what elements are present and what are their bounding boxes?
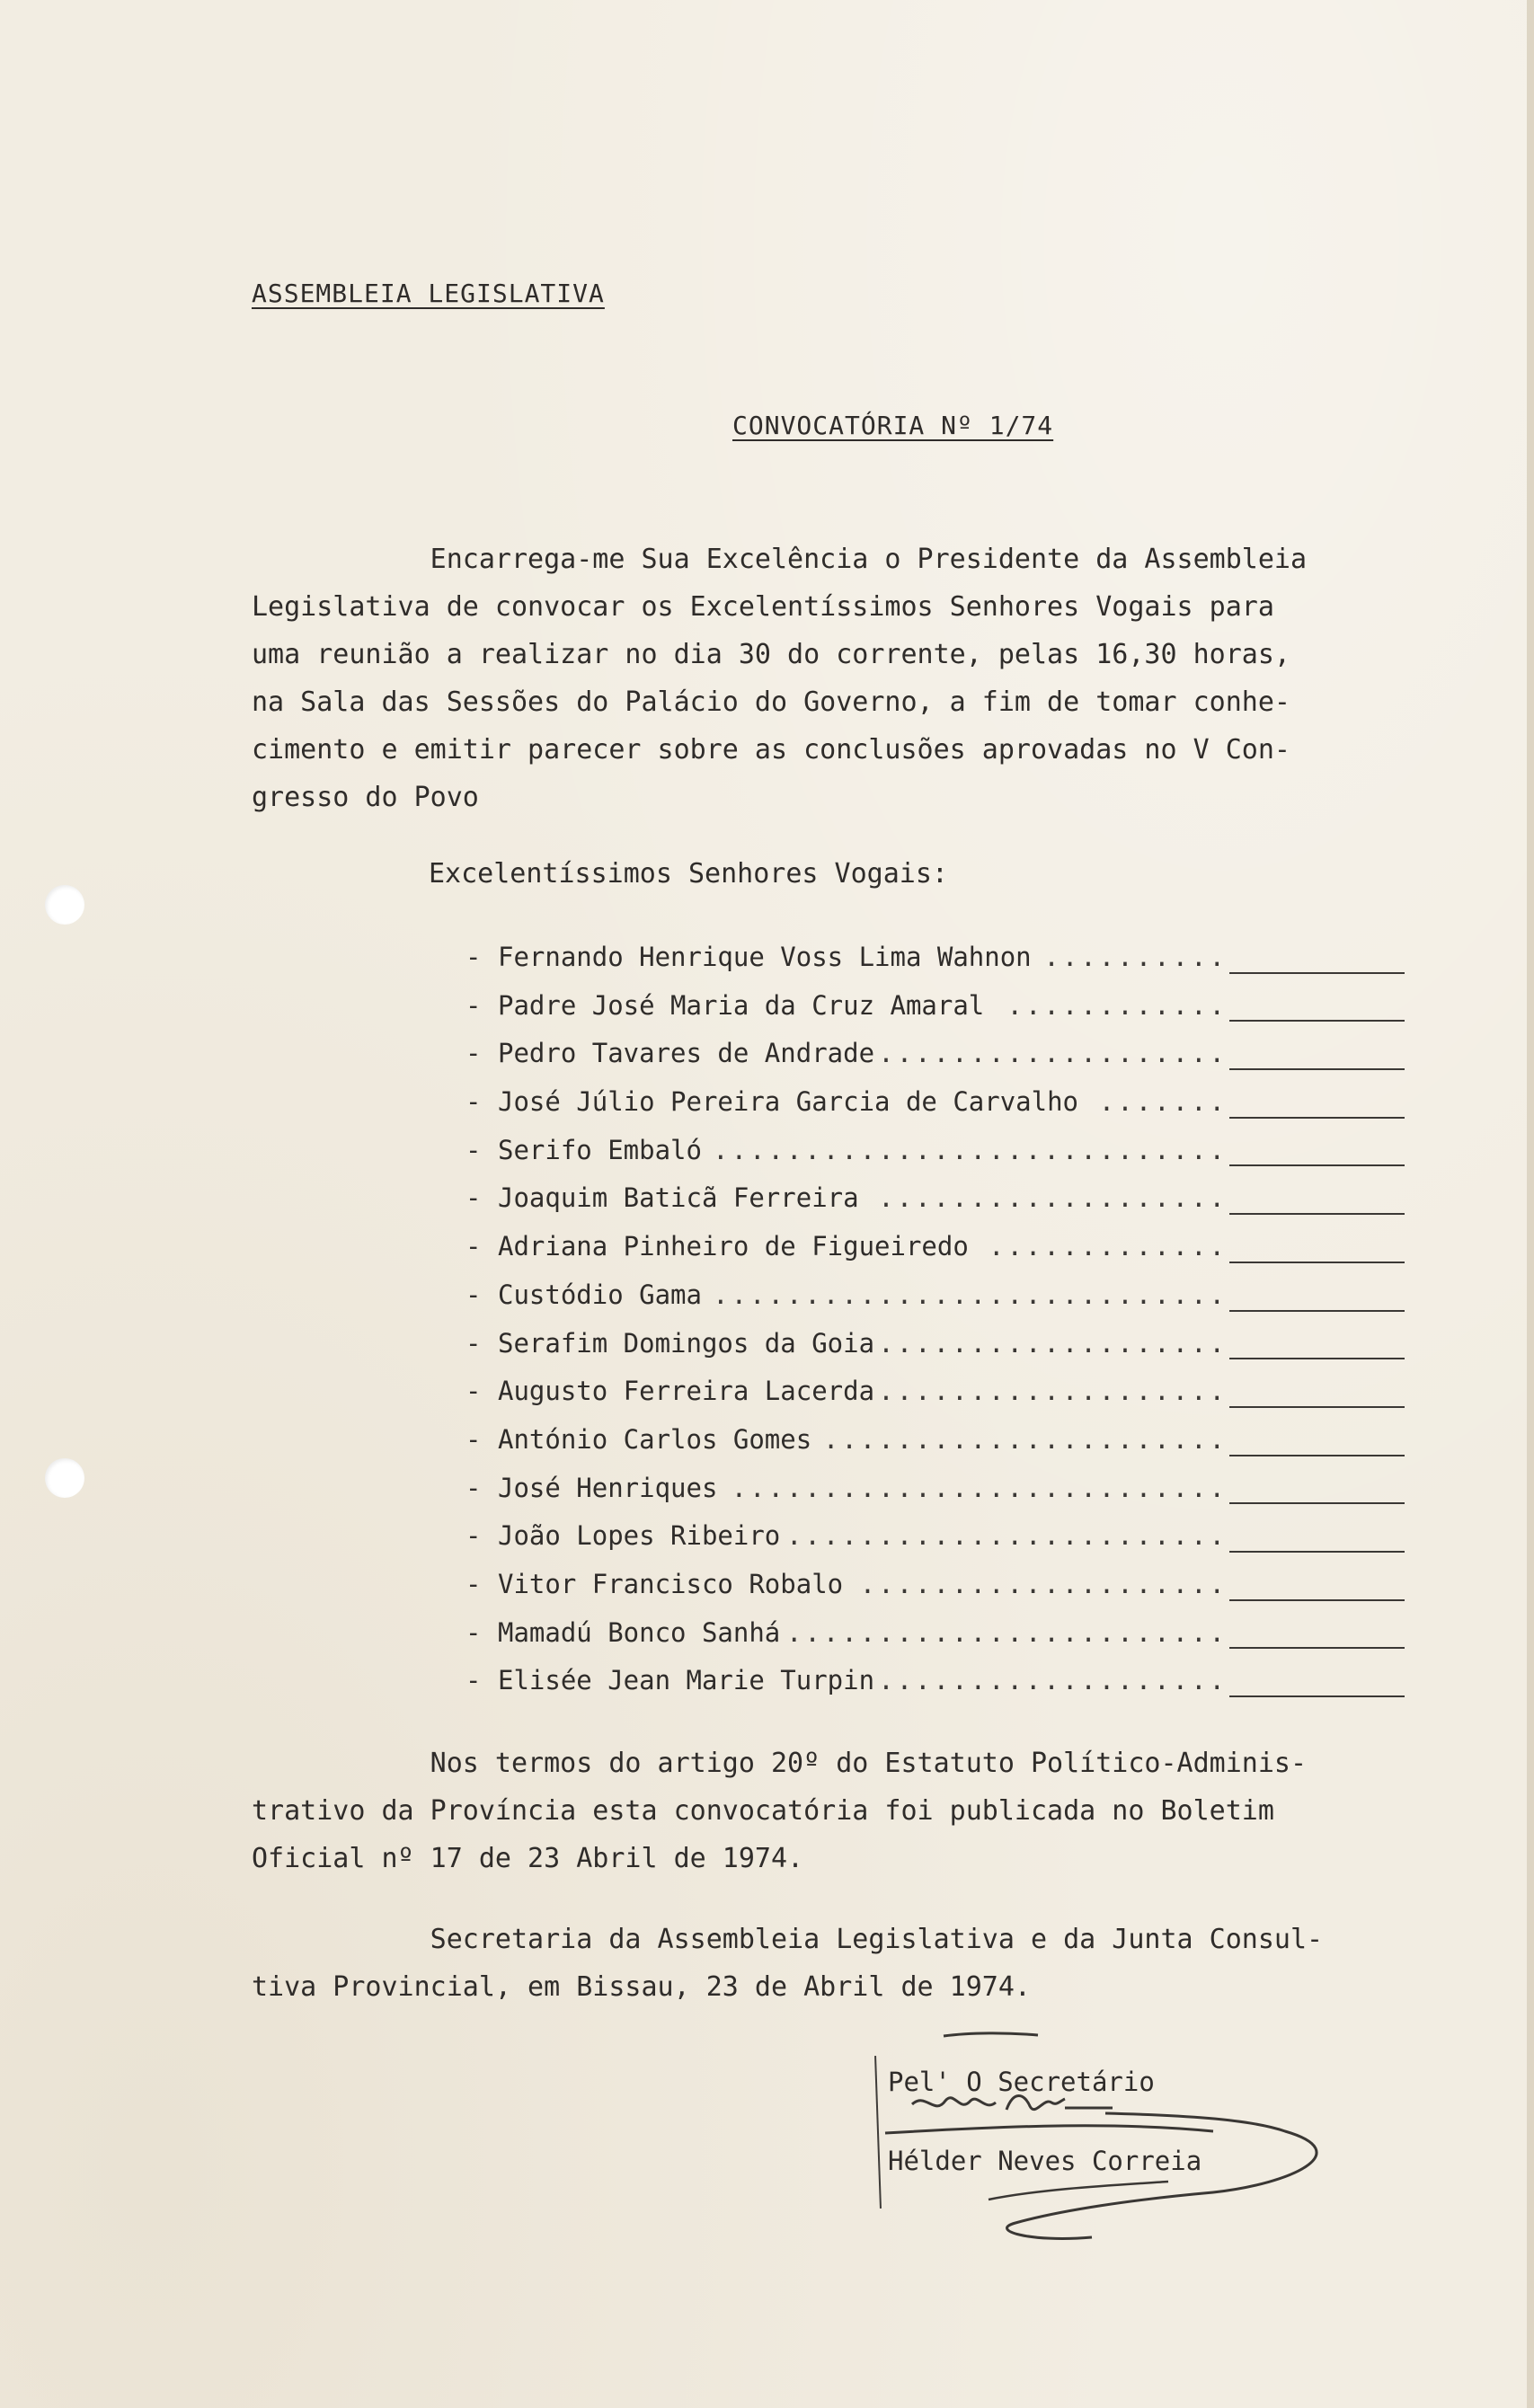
- member-name: Serifo Embaló: [498, 1134, 702, 1165]
- member-row: [466, 1561, 1405, 1609]
- member-name: Adriana Pinheiro de Figueiredo: [498, 1231, 969, 1262]
- punch-hole: [45, 1458, 84, 1498]
- secretariat-paragraph: [252, 1916, 1400, 2011]
- member-row: [466, 934, 1405, 982]
- list-dash: -: [466, 1182, 482, 1214]
- signature-line: [1229, 972, 1405, 974]
- text-line: cimento e emitir parecer sobre as conclusões aprovadas no V Con-: [252, 734, 1290, 766]
- leader-dots: ...................: [878, 1182, 1228, 1214]
- list-dash: -: [466, 1376, 482, 1407]
- handwritten-signature: [872, 2031, 1375, 2246]
- list-dash: -: [466, 1472, 482, 1503]
- assembly-title: ASSEMBLEIA LEGISLATIVA: [252, 279, 605, 308]
- leader-dots: .......: [1098, 1086, 1228, 1118]
- punch-hole: [45, 885, 84, 925]
- member-row: [466, 1657, 1405, 1705]
- list-dash: -: [466, 1616, 482, 1648]
- member-row: [466, 1512, 1405, 1561]
- member-name: Serafim Domingos da Goia: [498, 1327, 875, 1359]
- member-name: Pedro Tavares de Andrade: [498, 1038, 875, 1069]
- signature-line: [1229, 1455, 1405, 1456]
- signature-line: [1229, 1310, 1405, 1312]
- list-dash: -: [466, 1568, 482, 1599]
- member-row: [466, 1223, 1405, 1271]
- leader-dots: ...................: [878, 1038, 1228, 1069]
- member-name: Augusto Ferreira Lacerda: [498, 1376, 875, 1407]
- text-line: Legislativa de convocar os Excelentíssimos Senhores Vogais para: [252, 591, 1274, 623]
- leader-dots: ..........: [1043, 942, 1228, 972]
- terms-paragraph: [252, 1740, 1400, 1882]
- signature-line: [1229, 1020, 1405, 1022]
- signature-line: [1229, 1358, 1405, 1359]
- signature-line: [1229, 1695, 1405, 1697]
- signature-line: [1229, 1213, 1405, 1215]
- text-line: na Sala das Sessões do Palácio do Governo, a fim de tomar conhe-: [252, 686, 1290, 718]
- member-row: [466, 1078, 1405, 1127]
- text-line: Nos termos do artigo 20º do Estatuto Político-Adminis-: [252, 1748, 1307, 1779]
- member-name: Padre José Maria da Cruz Amaral: [498, 989, 985, 1021]
- text-line: uma reunião a realizar no dia 30 do corrente, pelas 16,30 horas,: [252, 639, 1290, 670]
- member-name: Elisée Jean Marie Turpin: [498, 1665, 875, 1696]
- signature-line: [1229, 1068, 1405, 1070]
- member-row: [466, 1271, 1405, 1320]
- member-row: [466, 982, 1405, 1031]
- signature-block: [872, 2031, 1375, 2246]
- member-name: António Carlos Gomes: [498, 1423, 812, 1455]
- member-name: Custódio Gama: [498, 1279, 702, 1310]
- list-dash: -: [466, 1327, 482, 1359]
- leader-dots: ......................: [822, 1423, 1228, 1455]
- signature-line: [1229, 1502, 1405, 1504]
- text-line: Secretaria da Assembleia Legislativa e da Junta Consul-: [252, 1924, 1324, 1955]
- leader-dots: ............................: [713, 1134, 1228, 1165]
- signature-line: [1229, 1164, 1405, 1166]
- convocation-number: CONVOCATÓRIA Nº 1/74: [732, 411, 1054, 440]
- member-row: [466, 1465, 1405, 1513]
- signature-line: [1229, 1647, 1405, 1649]
- text-line: Encarrega-me Sua Excelência o Presidente da Assembleia: [252, 544, 1307, 575]
- list-dash: -: [466, 989, 482, 1021]
- list-dash: -: [466, 1086, 482, 1118]
- text-line: tiva Provincial, em Bissau, 23 de Abril de 1974.: [252, 1971, 1031, 2003]
- leader-dots: ............: [1006, 989, 1228, 1021]
- secretary-name: Hélder Neves Correia: [888, 2146, 1202, 2176]
- member-row: [466, 1416, 1405, 1465]
- member-name: Fernando Henrique Voss Lima Wahnon: [498, 942, 1032, 972]
- leader-dots: ........................: [785, 1520, 1228, 1552]
- text-line: trativo da Província esta convocatória foi publicada no Boletim: [252, 1795, 1274, 1827]
- list-dash: -: [466, 942, 482, 972]
- list-dash: -: [466, 1038, 482, 1069]
- secretary-role: Pel' O Secretário: [888, 2067, 1155, 2097]
- list-dash: -: [466, 1423, 482, 1455]
- leader-dots: ...................: [878, 1665, 1228, 1696]
- leader-dots: ............................: [713, 1279, 1228, 1310]
- signature-line: [1229, 1262, 1405, 1263]
- list-dash: -: [466, 1231, 482, 1262]
- leader-dots: ...........................: [731, 1472, 1228, 1503]
- list-dash: -: [466, 1520, 482, 1552]
- list-dash: -: [466, 1279, 482, 1310]
- leader-dots: ...................: [878, 1327, 1228, 1359]
- member-name: Mamadú Bonco Sanhá: [498, 1616, 781, 1648]
- member-row: [466, 1127, 1405, 1175]
- leader-dots: ........................: [785, 1616, 1228, 1648]
- signature-line: [1229, 1599, 1405, 1601]
- member-name: José Júlio Pereira Garcia de Carvalho: [498, 1086, 1079, 1118]
- list-dash: -: [466, 1134, 482, 1165]
- member-name: Vitor Francisco Robalo: [498, 1568, 844, 1599]
- leader-dots: ....................: [859, 1568, 1228, 1599]
- text-line: gresso do Povo: [252, 782, 479, 813]
- signature-line: [1229, 1117, 1405, 1119]
- vogais-heading: Excelentíssimos Senhores Vogais:: [429, 858, 948, 890]
- member-row: [466, 1320, 1405, 1368]
- member-name: Joaquim Baticã Ferreira: [498, 1182, 859, 1214]
- signature-line: [1229, 1406, 1405, 1408]
- member-row: [466, 1030, 1405, 1078]
- member-list: [466, 934, 1405, 1705]
- text-line: Oficial nº 17 de 23 Abril de 1974.: [252, 1843, 804, 1874]
- member-row: [466, 1609, 1405, 1658]
- member-name: José Henriques: [498, 1472, 718, 1503]
- intro-paragraph: [252, 536, 1400, 821]
- leader-dots: .............: [989, 1231, 1228, 1262]
- member-row: [466, 1368, 1405, 1416]
- member-name: João Lopes Ribeiro: [498, 1520, 781, 1552]
- leader-dots: ...................: [878, 1376, 1228, 1407]
- member-row: [466, 1174, 1405, 1223]
- list-dash: -: [466, 1665, 482, 1696]
- signature-line: [1229, 1551, 1405, 1553]
